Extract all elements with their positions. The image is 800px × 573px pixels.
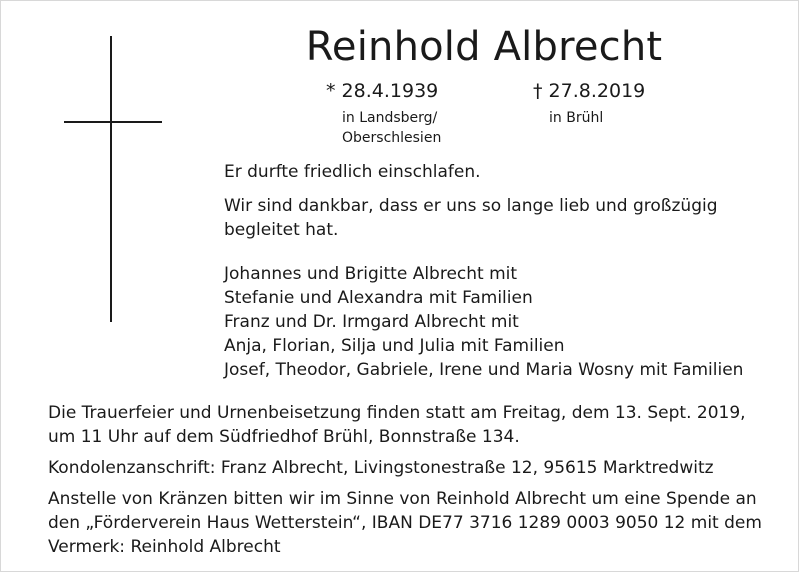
message-block [224,160,754,242]
birth-place-line2: Oberschlesien [342,130,442,146]
message-line3: begleitet hat. [224,220,339,240]
family-line: Stefanie und Alexandra mit Familien [224,288,533,308]
condolence-address: Kondolenzanschrift: Franz Albrecht, Livingstonestraße 12, 95615 Marktredwitz [48,458,714,478]
birth-place-line1: in Landsberg/ [342,110,438,126]
ceremony-line1: Die Trauerfeier und Urnenbeisetzung finden statt am Freitag, dem 13. Sept. 2019, [48,403,746,423]
death-cross-icon: † [533,80,543,102]
cross-horizontal-bar [64,121,162,123]
cross-vertical-bar [110,36,112,322]
family-list [224,262,764,382]
family-line: Franz und Dr. Irmgard Albrecht mit [224,312,519,332]
birth-date [326,80,438,102]
deceased-name: Reinhold Albrecht [305,24,663,70]
death-date-value: 27.8.2019 [548,80,646,102]
message-line1: Er durfte friedlich einschlafen. [224,162,481,182]
donation-line1: Anstelle von Kränzen bitten wir im Sinne von Reinhold Albrecht um eine Spende an [48,489,757,509]
donation-info [48,487,768,559]
family-line: Josef, Theodor, Gabriele, Irene und Maria Wosny mit Familien [224,360,744,380]
donation-line2: den „Förderverein Haus Wetterstein“, IBAN DE77 3716 1289 0003 9050 12 mit dem [48,513,762,533]
ceremony-info [48,401,768,449]
death-place: in Brühl [549,110,604,126]
death-date [533,80,645,102]
donation-line3: Vermerk: Reinhold Albrecht [48,537,281,557]
ceremony-line2: um 11 Uhr auf dem Südfriedhof Brühl, Bonnstraße 134. [48,427,520,447]
family-line: Johannes und Brigitte Albrecht mit [224,264,518,284]
birth-place [342,108,441,148]
birth-star-icon: * [326,80,336,102]
birth-date-value: 28.4.1939 [341,80,439,102]
message-line2: Wir sind dankbar, dass er uns so lange lieb und großzügig [224,196,718,216]
family-line: Anja, Florian, Silja und Julia mit Familien [224,336,565,356]
